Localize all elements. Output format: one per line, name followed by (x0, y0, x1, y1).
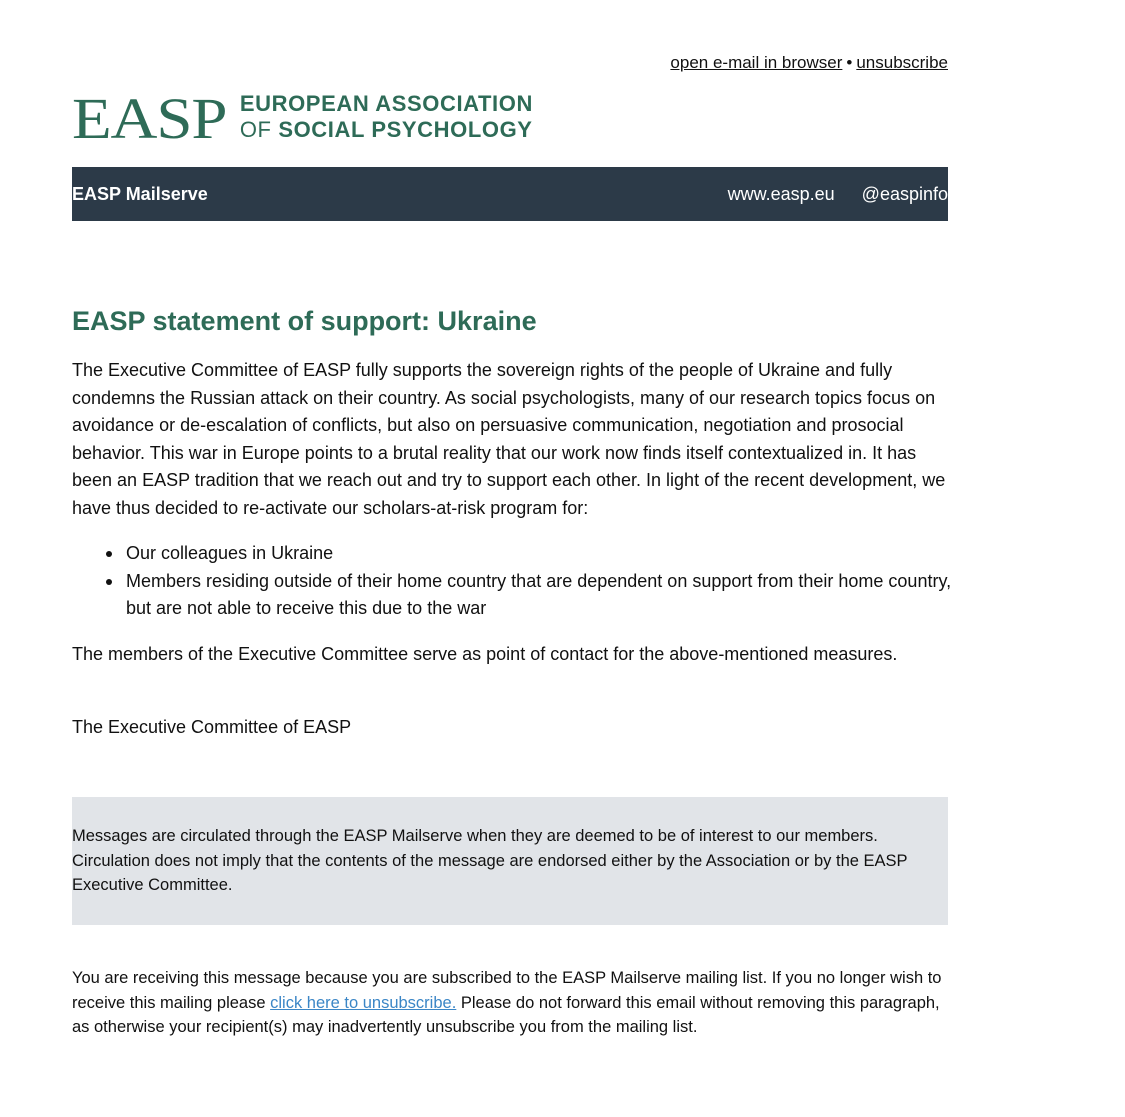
logo-line-2-of: OF (239, 117, 272, 142)
banner-title: EASP Mailserve (72, 183, 208, 204)
article-intro (72, 357, 952, 522)
logo-wordmark (240, 91, 533, 143)
logo-line-1: EUROPEAN ASSOCIATION (239, 91, 533, 116)
scholars-at-risk-list (72, 540, 952, 623)
intro-paragraph: The Executive Committee of EASP fully supports the sovereign rights of the people of Ukraine and fully condemns the Russian attack on their country. As social psychologists, many of our research topics focus on avoidance or de-escalation of conflicts, but also on persuasive communication, negotiation and prosocial behavior. This war in Europe points to a brutal reality that our work now finds itself contextualized in. It has been an EASP tradition that we reach out and try to support each other. In light of the recent development, we have thus decided to re-activate our scholars-at-risk program for: (72, 360, 946, 518)
link-separator: • (846, 53, 853, 72)
signoff: The Executive Committee of EASP (72, 717, 352, 737)
unsubscribe-link[interactable]: unsubscribe (856, 53, 948, 72)
logo-mark: EASP (72, 86, 227, 151)
header-links (670, 53, 948, 73)
footer-notice (72, 966, 948, 1040)
disclaimer-box (72, 797, 948, 925)
logo-line-2-rest: SOCIAL PSYCHOLOGY (278, 117, 533, 142)
twitter-handle-link[interactable]: @easpinfo (861, 183, 948, 204)
banner-links (728, 184, 948, 205)
logo-line-2 (240, 117, 533, 143)
article-title: EASP statement of support: Ukraine (72, 306, 537, 336)
easp-logo[interactable] (72, 86, 572, 151)
disclaimer-text: Messages are circulated through the EASP Mailserve when they are deemed to be of interest to our members. Circulation does not imply that the contents of the message are endorsed either by the Association or by the EASP Executive Committee. (72, 827, 908, 894)
footer-unsubscribe-link[interactable]: click here to unsubscribe. (270, 993, 457, 1012)
open-in-browser-link[interactable]: open e-mail in browser (670, 53, 843, 72)
contact-paragraph: The members of the Executive Committee serve as point of contact for the above-mentioned measures. (72, 644, 898, 664)
list-item: Members residing outside of their home country that are dependent on support from their home country, but are not able to receive this due to the war (126, 568, 952, 623)
mailserve-banner (72, 167, 948, 221)
list-item: Our colleagues in Ukraine (126, 540, 952, 568)
website-link[interactable]: www.easp.eu (727, 183, 835, 204)
footer-text-after-link: Please do not forward this email without removing this paragraph, as otherwise your recipient(s) may inadvertently unsubscribe you from the mailing list. (72, 993, 940, 1036)
footer-text-before-link: You are receiving this message because you are subscribed to the EASP Mailserve mailing list. If you no longer wish to receive this mailing please (72, 969, 942, 1012)
